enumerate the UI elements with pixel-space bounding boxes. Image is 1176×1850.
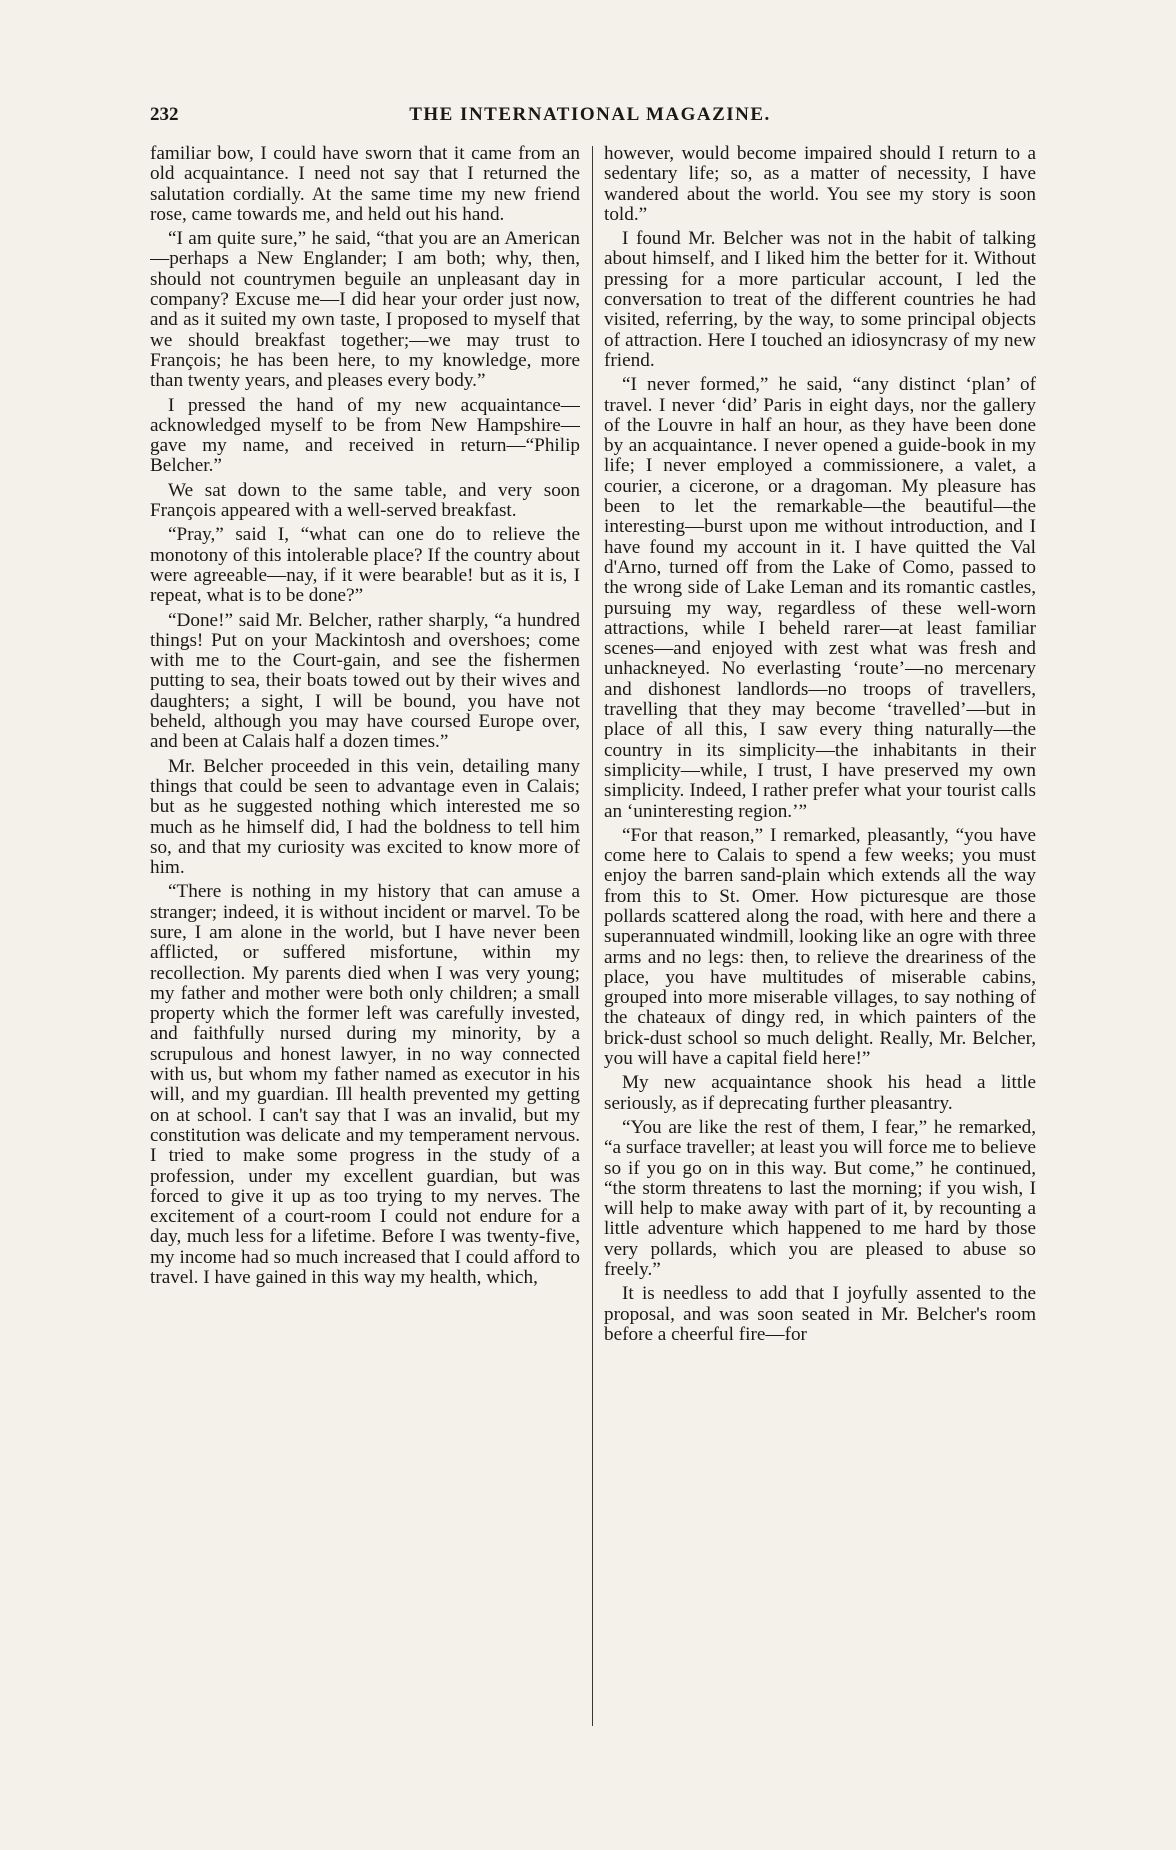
paragraph: “I never formed,” he said, “any distinct ‘plan’ of travel. I never ‘did’ Paris in eight days, nor the gallery of the Louvre in half an hour, as they have been done by an acquaintance. I never opened a guide-book in my life; I never employed a commissionere, a valet, a courier, a cicerone, or a dragoman. My pleasure has been to let the remarkable—the beautiful—the interesting—burst upon me without introduction, and I have found my account in it. I have quitted the Val d'Arno, turned off from the Lake of Como, passed to the wrong side of Lake Leman and its romantic castles, pursuing my way, regardless of these well-worn attractions, while I beheld rarer—at least familiar scenes—and enjoyed with zest what was fresh and unhackneyed. No everlasting ‘route’—no mercenary and dishonest landlords—no troops of travellers, travelling that they may become ‘travelled’—but in place of all this, I saw every thing naturally—the country in its simplicity—the inhabitants in their simplicity—while, I trust, I have preserved my own simplicity. Indeed, I rather prefer what your tourist calls an ‘uninteresting region.’” bbox=[604, 374, 1036, 822]
paragraph: Mr. Belcher proceeded in this vein, detailing many things that could be seen to advantage even in Calais; but as he suggested nothing which interested me so much as he himself did, I had the boldness to tell him so, and that my curiosity was excited to know more of him. bbox=[150, 755, 580, 879]
paragraph: I pressed the hand of my new acquaintance—acknowledged myself to be from New Hampshire—gave my name, and received in return—“Philip Belcher.” bbox=[150, 394, 580, 477]
paragraph: It is needless to add that I joyfully assented to the proposal, and was soon seated in Mr. Belcher's room before a cheerful fire—for bbox=[604, 1283, 1036, 1345]
page-header bbox=[150, 104, 1030, 134]
paragraph: We sat down to the same table, and very soon François appeared with a well-served breakfast. bbox=[150, 479, 580, 522]
right-column bbox=[604, 144, 1036, 1724]
paragraph: familiar bow, I could have sworn that it came from an old acquaintance. I need not say that I returned the salutation cordially. At the same time my new friend rose, came towards me, and held out his hand. bbox=[150, 144, 580, 225]
left-column bbox=[150, 144, 580, 1724]
column-divider bbox=[592, 146, 593, 1726]
paragraph: “There is nothing in my history that can amuse a stranger; indeed, it is without incident or marvel. To be sure, I am alone in the world, but I have never been afflicted, or suffered misfortune, within my recollection. My parents died when I was very young; my father and mother were both only children; a small property which the former left was carefully invested, and faithfully nursed during my minority, by a scrupulous and honest lawyer, in no way connected with us, but whom my father named as executor in his will, and my guardian. Ill health prevented my getting on at school. I can't say that I was an invalid, but my constitution was delicate and my temperament nervous. I tried to make some progress in the study of a profession, under my excellent guardian, but was forced to give it up as too trying to my nerves. The excitement of a court-room I could not endure for a day, much less for a lifetime. Before I was twenty-five, my income had so much increased that I could afford to travel. I have gained in this way my health, which, bbox=[150, 881, 580, 1289]
paragraph: however, would become impaired should I return to a sedentary life; so, as a matter of necessity, I have wandered about the world. You see my story is soon told.” bbox=[604, 144, 1036, 225]
paragraph: I found Mr. Belcher was not in the habit of talking about himself, and I liked him the better for it. Without pressing for a more particular account, I led the conversation to treat of the different countries he had visited, referring, by the way, to some principal objects of attraction. Here I touched an idiosyncrasy of my new friend. bbox=[604, 228, 1036, 371]
paragraph: “I am quite sure,” he said, “that you are an American—perhaps a New Englander; I am both; why, then, should not countrymen beguile an unpleasant day in company? Excuse me—I did hear your order just now, and as it suited my own taste, I proposed to myself that we should breakfast together;—we may trust to François; he has been here, to my knowledge, more than twenty years, and pleases every body.” bbox=[150, 228, 580, 392]
page-number: 232 bbox=[150, 104, 179, 125]
paragraph: “Pray,” said I, “what can one do to relieve the monotony of this intolerable place? If the country about were agreeable—nay, if it were bearable! but as it is, I repeat, what is to be done?” bbox=[150, 524, 580, 607]
paragraph: “Done!” said Mr. Belcher, rather sharply, “a hundred things! Put on your Mackintosh and overshoes; come with me to the Court-gain, and see the fishermen putting to sea, their boats towed out by their wives and daughters; a sight, I will be bound, you have not beheld, although you may have coursed Europe over, and been at Calais half a dozen times.” bbox=[150, 609, 580, 753]
paragraph: “For that reason,” I remarked, pleasantly, “you have come here to Calais to spend a few weeks; you must enjoy the barren sand-plain which extends all the way from this to St. Omer. How picturesque are those pollards scattered along the road, with here and there a superannuated windmill, looking like an ogre with three arms and no legs: then, to relieve the dreariness of the place, you have multitudes of miserable cabins, grouped into more miserable villages, to say nothing of the chateaux of dingy red, in which painters of the brick-dust school so much delight. Really, Mr. Belcher, you will have a capital field here!” bbox=[604, 824, 1036, 1070]
paragraph: My new acquaintance shook his head a little seriously, as if deprecating further pleasantry. bbox=[604, 1072, 1036, 1114]
running-title: THE INTERNATIONAL MAGAZINE. bbox=[409, 104, 771, 125]
paragraph: “You are like the rest of them, I fear,” he remarked, “a surface traveller; at least you will force me to believe so if you go on in this way. But come,” he continued, “the storm threatens to last the morning; if you wish, I will help to make away with part of it, by recounting a little adventure which happened to me hard by those very pollards, which you are pleased to abuse so freely.” bbox=[604, 1116, 1036, 1281]
